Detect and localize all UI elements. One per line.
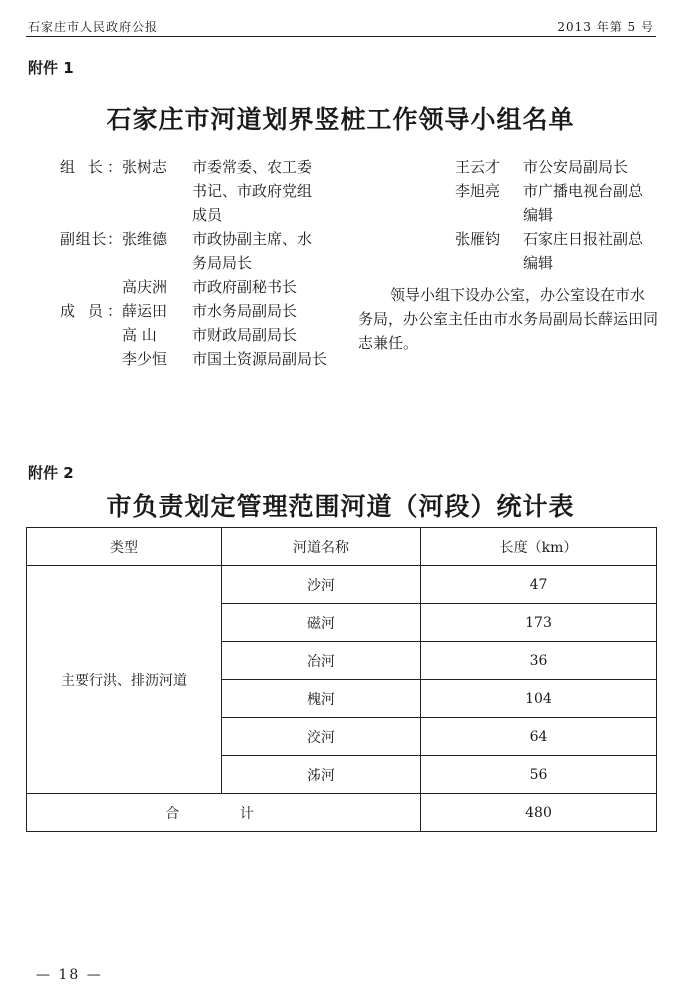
- publication-name: 石家庄市人民政府公报: [28, 20, 159, 34]
- total-label-cell: 合 计: [27, 794, 421, 832]
- list-item: 李旭亮 市广播电视台副总: [455, 182, 644, 200]
- list-item: 李少恒 市国土资源局副局长: [122, 350, 328, 368]
- list-item: 编辑: [523, 206, 554, 224]
- length-cell: 64: [421, 718, 657, 756]
- list-item: 高 山 市财政局副局长: [122, 326, 298, 344]
- header-river-name: 河道名称: [222, 528, 421, 566]
- river-name-cell: 泲河: [222, 756, 421, 794]
- length-cell: 47: [421, 566, 657, 604]
- river-name-cell: 冶河: [222, 642, 421, 680]
- river-name-cell: 沙河: [222, 566, 421, 604]
- list-item: 编辑: [523, 254, 554, 272]
- length-cell: 173: [421, 604, 657, 642]
- leader-list-right: [455, 155, 660, 275]
- table-header-row: [27, 528, 657, 566]
- river-statistics-table: [26, 527, 657, 832]
- river-name-cell: 磁河: [222, 604, 421, 642]
- header-type: 类型: [27, 528, 222, 566]
- list-item: 组 长：张树志 市委常委、农工委: [60, 158, 313, 176]
- list-item: 副组长：张维德 市政协副主席、水: [60, 230, 313, 248]
- table-row: [27, 566, 657, 604]
- annex-2-title: 市负责划定管理范围河道（河段）统计表: [106, 492, 575, 521]
- list-item: 成员: [192, 206, 223, 224]
- table-total-row: [27, 794, 657, 832]
- list-item: 书记、市政府党组: [192, 182, 313, 200]
- leader-list-left: [60, 155, 350, 371]
- river-name-cell: 槐河: [222, 680, 421, 718]
- office-note: 领导小组下设办公室，办公室设在市水务局，办公室主任由市水务局副局长薛运田同志兼任。: [358, 286, 659, 352]
- list-item: 高庆洲 市政府副秘书长: [122, 278, 298, 296]
- annex-2-label: 附件 2: [28, 464, 74, 482]
- length-cell: 104: [421, 680, 657, 718]
- header-length: 长度（km）: [421, 528, 657, 566]
- annex-1-title: 石家庄市河道划界竖桩工作领导小组名单: [106, 105, 575, 134]
- total-value-cell: 480: [421, 794, 657, 832]
- annex-1-label: 附件 1: [28, 59, 74, 77]
- list-item: 成 员：薛运田 市水务局副局长: [60, 302, 298, 320]
- list-item: 张雁钧 石家庄日报社副总: [455, 230, 644, 248]
- category-cell: 主要行洪、排沥河道: [27, 566, 222, 794]
- page-number: — 18 —: [36, 967, 103, 983]
- river-name-cell: 洨河: [222, 718, 421, 756]
- list-item: 务局局长: [192, 254, 253, 272]
- header-divider: [26, 36, 656, 37]
- issue-number: 2013 年第 5 号: [557, 20, 654, 34]
- list-item: 王云才 市公安局副局长: [455, 158, 629, 176]
- length-cell: 56: [421, 756, 657, 794]
- length-cell: 36: [421, 642, 657, 680]
